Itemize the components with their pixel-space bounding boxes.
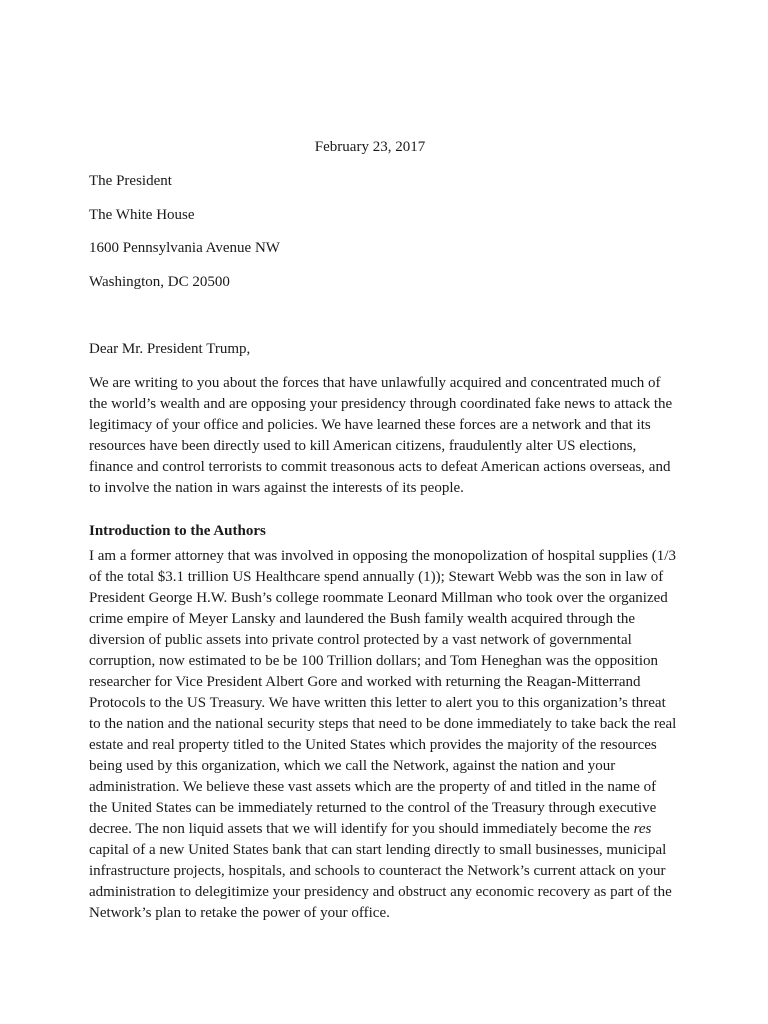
paragraph-line: administration to delegitimize your presidency and obstruct any economic recovery as part of the: [89, 884, 672, 900]
paragraph-line: Protocols to the US Treasury. We have written this letter to alert you to this organization’s threat: [89, 695, 666, 711]
paragraph-authors: [89, 546, 689, 924]
paragraph-line: to the nation and the national security steps that need to be done immediately to take back the real: [89, 716, 677, 732]
paragraph-line-text: decree. The non liquid assets that we will identify for you should immediately become the: [89, 821, 630, 837]
paragraph-intro: [89, 373, 689, 499]
paragraph-line: crime empire of Meyer Lansky and laundered the Bush family wealth acquired through the: [89, 611, 636, 627]
paragraph-line: of the total $3.1 trillion US Healthcare spend annually (1)); Stewart Webb was the son in law of: [89, 569, 664, 585]
paragraph-line: the United States can be immediately returned to the control of the Treasury through executive: [89, 800, 657, 816]
paragraph-line: I am a former attorney that was involved in opposing the monopolization of hospital supplies (1/3: [89, 548, 676, 564]
letter-date: February 23, 2017: [314, 139, 426, 155]
section-heading: Introduction to the Authors: [89, 523, 266, 539]
paragraph-line: Network’s plan to retake the power of your office.: [89, 905, 390, 921]
paragraph-line: administration. We believe these vast assets which are the property of and titled in the name of: [89, 779, 657, 795]
paragraph-line: capital of a new United States bank that can start lending directly to small businesses, municipal: [89, 842, 667, 858]
recipient-city: Washington, DC 20500: [89, 274, 230, 290]
salutation: Dear Mr. President Trump,: [89, 341, 251, 357]
paragraph-line: resources have been directly used to kill American citizens, fraudulently alter US elections,: [89, 438, 637, 454]
recipient-office: The White House: [89, 207, 195, 223]
paragraph-line: being used by this organization, which we call the Network, against the nation and your: [89, 758, 616, 774]
paragraph-line: corruption, now estimated to be be 100 Trillion dollars; and Tom Heneghan was the opposition: [89, 653, 659, 669]
paragraph-line: We are writing to you about the forces that have unlawfully acquired and concentrated much of: [89, 375, 661, 391]
paragraph-line: the world’s wealth and are opposing your presidency through coordinated fake news to attack the: [89, 396, 673, 412]
paragraph-line: finance and control terrorists to commit treasonous acts to defeat American actions overseas, and: [89, 459, 671, 475]
paragraph-line: President George H.W. Bush’s college roommate Leonard Millman who took over the organized: [89, 590, 668, 606]
paragraph-line: infrastructure projects, hospitals, and schools to counteract the Network’s current attack on your: [89, 863, 666, 879]
paragraph-line: legitimacy of your office and policies. We have learned these forces are a network and that its: [89, 417, 651, 433]
paragraph-line: researcher for Vice President Albert Gore and worked with returning the Reagan-Mitterrand: [89, 674, 641, 690]
paragraph-line-with-italic: [89, 819, 689, 840]
paragraph-line: to involve the nation in wars against the interests of its people.: [89, 480, 464, 496]
italic-word: res: [633, 821, 652, 837]
recipient-street: 1600 Pennsylvania Avenue NW: [89, 240, 280, 256]
paragraph-line: estate and real property titled to the United States which provides the majority of the resources: [89, 737, 657, 753]
paragraph-line: diversion of public assets into private control protected by a vast network of governmental: [89, 632, 632, 648]
recipient-name: The President: [89, 173, 172, 189]
